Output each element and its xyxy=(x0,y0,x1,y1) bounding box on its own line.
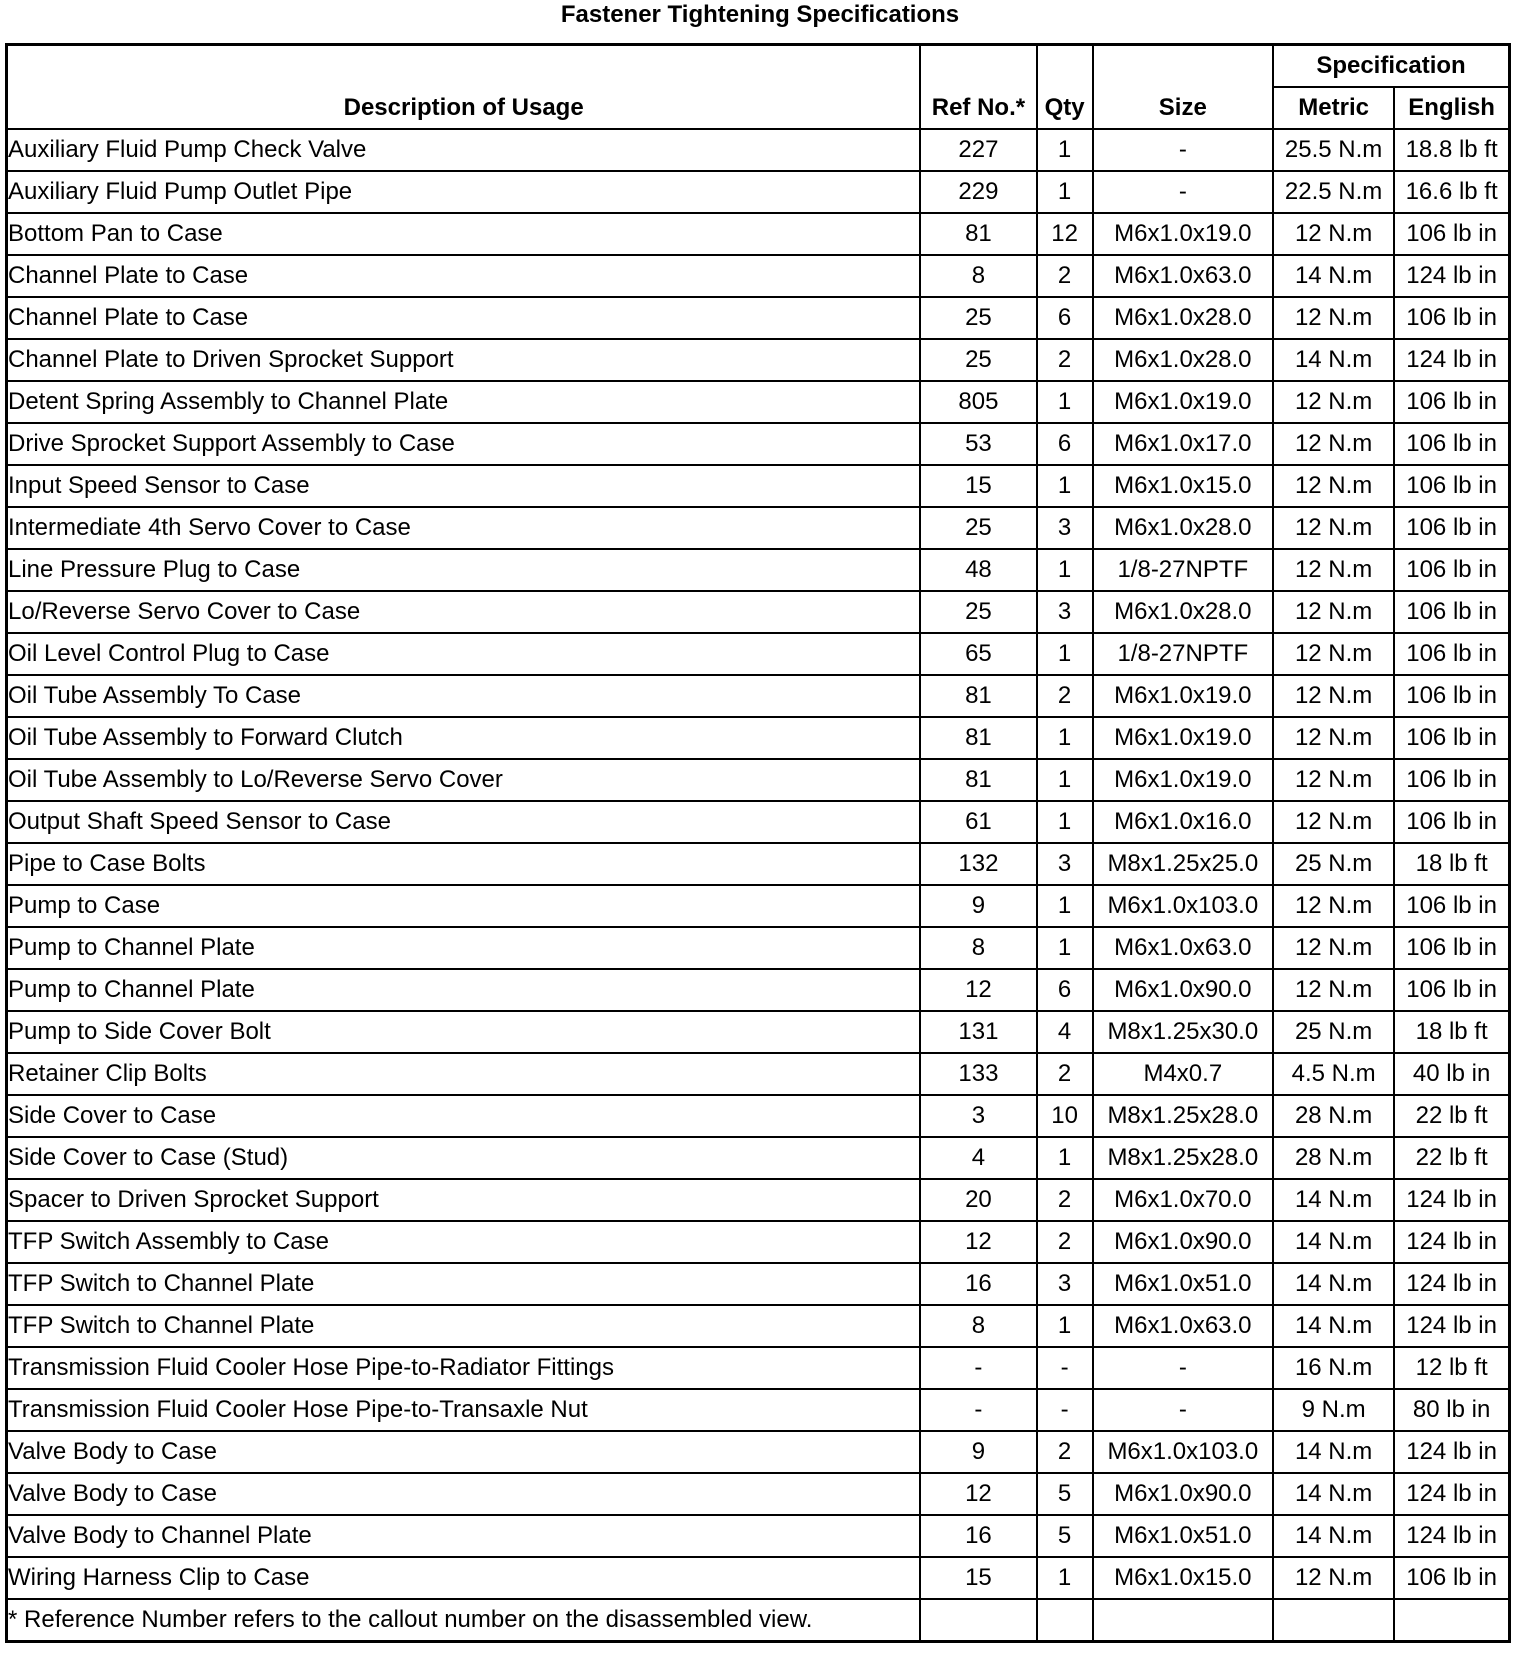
qty-cell: 2 xyxy=(1037,1221,1093,1263)
table-row xyxy=(7,507,1510,549)
qty-cell: 6 xyxy=(1037,969,1093,1011)
metric-cell: 9 N.m xyxy=(1273,1389,1394,1431)
size-cell: - xyxy=(1093,1347,1273,1389)
english-cell: 124 lb in xyxy=(1394,1263,1509,1305)
metric-cell: 12 N.m xyxy=(1273,549,1394,591)
description-cell: Oil Level Control Plug to Case xyxy=(7,633,921,675)
metric-cell: 14 N.m xyxy=(1273,1263,1394,1305)
ref-no-cell: 9 xyxy=(920,1431,1036,1473)
size-cell: M6x1.0x28.0 xyxy=(1093,507,1273,549)
table-row xyxy=(7,1095,1510,1137)
size-cell: M6x1.0x16.0 xyxy=(1093,801,1273,843)
qty-cell: 1 xyxy=(1037,1137,1093,1179)
size-cell: M6x1.0x19.0 xyxy=(1093,675,1273,717)
size-cell: M6x1.0x19.0 xyxy=(1093,213,1273,255)
footnote-empty-cell xyxy=(1037,1599,1093,1642)
ref-no-cell: - xyxy=(920,1389,1036,1431)
table-row xyxy=(7,297,1510,339)
table-row xyxy=(7,843,1510,885)
description-cell: Valve Body to Channel Plate xyxy=(7,1515,921,1557)
description-cell: Pump to Channel Plate xyxy=(7,927,921,969)
ref-no-cell: 12 xyxy=(920,1221,1036,1263)
metric-cell: 12 N.m xyxy=(1273,465,1394,507)
english-cell: 106 lb in xyxy=(1394,1557,1509,1599)
ref-no-cell: 25 xyxy=(920,297,1036,339)
header-english: English xyxy=(1394,87,1509,129)
table-row xyxy=(7,1263,1510,1305)
ref-no-cell: - xyxy=(920,1347,1036,1389)
qty-cell: 1 xyxy=(1037,171,1093,213)
english-cell: 124 lb in xyxy=(1394,339,1509,381)
metric-cell: 22.5 N.m xyxy=(1273,171,1394,213)
description-cell: Line Pressure Plug to Case xyxy=(7,549,921,591)
english-cell: 40 lb in xyxy=(1394,1053,1509,1095)
metric-cell: 28 N.m xyxy=(1273,1137,1394,1179)
qty-cell: 1 xyxy=(1037,381,1093,423)
size-cell: M6x1.0x63.0 xyxy=(1093,255,1273,297)
description-cell: Detent Spring Assembly to Channel Plate xyxy=(7,381,921,423)
description-cell: Side Cover to Case xyxy=(7,1095,921,1137)
table-footer xyxy=(7,1599,1510,1642)
size-cell: M6x1.0x51.0 xyxy=(1093,1263,1273,1305)
description-cell: Lo/Reverse Servo Cover to Case xyxy=(7,591,921,633)
description-cell: Channel Plate to Case xyxy=(7,297,921,339)
qty-cell: 3 xyxy=(1037,507,1093,549)
metric-cell: 14 N.m xyxy=(1273,1473,1394,1515)
qty-cell: 3 xyxy=(1037,591,1093,633)
table-row xyxy=(7,1011,1510,1053)
header-row-1 xyxy=(7,45,1510,88)
ref-no-cell: 132 xyxy=(920,843,1036,885)
description-cell: Oil Tube Assembly To Case xyxy=(7,675,921,717)
qty-cell: 10 xyxy=(1037,1095,1093,1137)
english-cell: 22 lb ft xyxy=(1394,1095,1509,1137)
metric-cell: 16 N.m xyxy=(1273,1347,1394,1389)
qty-cell: 2 xyxy=(1037,1431,1093,1473)
english-cell: 124 lb in xyxy=(1394,1305,1509,1347)
size-cell: M6x1.0x103.0 xyxy=(1093,885,1273,927)
description-cell: TFP Switch to Channel Plate xyxy=(7,1305,921,1347)
ref-no-cell: 133 xyxy=(920,1053,1036,1095)
size-cell: M6x1.0x51.0 xyxy=(1093,1515,1273,1557)
english-cell: 106 lb in xyxy=(1394,213,1509,255)
table-row xyxy=(7,1557,1510,1599)
table-row xyxy=(7,1305,1510,1347)
metric-cell: 14 N.m xyxy=(1273,339,1394,381)
spec-table xyxy=(5,43,1511,1643)
english-cell: 124 lb in xyxy=(1394,1431,1509,1473)
ref-no-cell: 25 xyxy=(920,339,1036,381)
table-row xyxy=(7,591,1510,633)
qty-cell: 6 xyxy=(1037,423,1093,465)
description-cell: Side Cover to Case (Stud) xyxy=(7,1137,921,1179)
size-cell: M4x0.7 xyxy=(1093,1053,1273,1095)
qty-cell: 12 xyxy=(1037,213,1093,255)
table-row xyxy=(7,339,1510,381)
ref-no-cell: 53 xyxy=(920,423,1036,465)
ref-no-cell: 3 xyxy=(920,1095,1036,1137)
table-row xyxy=(7,675,1510,717)
size-cell: - xyxy=(1093,1389,1273,1431)
size-cell: M6x1.0x90.0 xyxy=(1093,1221,1273,1263)
qty-cell: 1 xyxy=(1037,129,1093,171)
size-cell: M6x1.0x19.0 xyxy=(1093,381,1273,423)
size-cell: M6x1.0x63.0 xyxy=(1093,1305,1273,1347)
description-cell: Retainer Clip Bolts xyxy=(7,1053,921,1095)
english-cell: 18 lb ft xyxy=(1394,843,1509,885)
ref-no-cell: 25 xyxy=(920,591,1036,633)
qty-cell: 5 xyxy=(1037,1473,1093,1515)
metric-cell: 12 N.m xyxy=(1273,507,1394,549)
metric-cell: 28 N.m xyxy=(1273,1095,1394,1137)
table-row xyxy=(7,1221,1510,1263)
description-cell: Input Speed Sensor to Case xyxy=(7,465,921,507)
table-row xyxy=(7,1515,1510,1557)
description-cell: Intermediate 4th Servo Cover to Case xyxy=(7,507,921,549)
ref-no-cell: 25 xyxy=(920,507,1036,549)
size-cell: M8x1.25x28.0 xyxy=(1093,1137,1273,1179)
size-cell: M8x1.25x28.0 xyxy=(1093,1095,1273,1137)
footnote: * Reference Number refers to the callout number on the disassembled view. xyxy=(7,1599,921,1642)
english-cell: 106 lb in xyxy=(1394,969,1509,1011)
size-cell: 1/8-27NPTF xyxy=(1093,633,1273,675)
description-cell: TFP Switch Assembly to Case xyxy=(7,1221,921,1263)
ref-no-cell: 4 xyxy=(920,1137,1036,1179)
description-cell: Valve Body to Case xyxy=(7,1473,921,1515)
metric-cell: 12 N.m xyxy=(1273,801,1394,843)
english-cell: 124 lb in xyxy=(1394,1221,1509,1263)
description-cell: TFP Switch to Channel Plate xyxy=(7,1263,921,1305)
description-cell: Transmission Fluid Cooler Hose Pipe-to-Transaxle Nut xyxy=(7,1389,921,1431)
metric-cell: 25.5 N.m xyxy=(1273,129,1394,171)
description-cell: Bottom Pan to Case xyxy=(7,213,921,255)
size-cell: - xyxy=(1093,171,1273,213)
qty-cell: 5 xyxy=(1037,1515,1093,1557)
english-cell: 106 lb in xyxy=(1394,633,1509,675)
ref-no-cell: 65 xyxy=(920,633,1036,675)
english-cell: 106 lb in xyxy=(1394,759,1509,801)
description-cell: Output Shaft Speed Sensor to Case xyxy=(7,801,921,843)
english-cell: 106 lb in xyxy=(1394,423,1509,465)
description-cell: Drive Sprocket Support Assembly to Case xyxy=(7,423,921,465)
metric-cell: 12 N.m xyxy=(1273,591,1394,633)
english-cell: 106 lb in xyxy=(1394,927,1509,969)
table-row xyxy=(7,633,1510,675)
table-row xyxy=(7,423,1510,465)
header-size: Size xyxy=(1093,45,1273,130)
metric-cell: 14 N.m xyxy=(1273,255,1394,297)
description-cell: Channel Plate to Driven Sprocket Support xyxy=(7,339,921,381)
ref-no-cell: 8 xyxy=(920,1305,1036,1347)
table-row xyxy=(7,465,1510,507)
description-cell: Pump to Case xyxy=(7,885,921,927)
metric-cell: 12 N.m xyxy=(1273,633,1394,675)
qty-cell: 2 xyxy=(1037,339,1093,381)
metric-cell: 14 N.m xyxy=(1273,1305,1394,1347)
english-cell: 12 lb ft xyxy=(1394,1347,1509,1389)
english-cell: 16.6 lb ft xyxy=(1394,171,1509,213)
table-row xyxy=(7,759,1510,801)
english-cell: 124 lb in xyxy=(1394,1515,1509,1557)
metric-cell: 12 N.m xyxy=(1273,885,1394,927)
metric-cell: 25 N.m xyxy=(1273,843,1394,885)
size-cell: M6x1.0x90.0 xyxy=(1093,969,1273,1011)
english-cell: 106 lb in xyxy=(1394,549,1509,591)
size-cell: M6x1.0x103.0 xyxy=(1093,1431,1273,1473)
table-row xyxy=(7,1347,1510,1389)
ref-no-cell: 81 xyxy=(920,759,1036,801)
qty-cell: 2 xyxy=(1037,255,1093,297)
english-cell: 124 lb in xyxy=(1394,1473,1509,1515)
header-ref-no: Ref No.* xyxy=(920,45,1036,130)
english-cell: 106 lb in xyxy=(1394,507,1509,549)
metric-cell: 12 N.m xyxy=(1273,1557,1394,1599)
footnote-empty-cell xyxy=(1093,1599,1273,1642)
page-title: Fastener Tightening Specifications xyxy=(560,1,960,28)
header-description: Description of Usage xyxy=(7,45,921,130)
table-body xyxy=(7,129,1510,1599)
metric-cell: 12 N.m xyxy=(1273,423,1394,465)
ref-no-cell: 61 xyxy=(920,801,1036,843)
size-cell: M8x1.25x25.0 xyxy=(1093,843,1273,885)
metric-cell: 12 N.m xyxy=(1273,717,1394,759)
qty-cell: 1 xyxy=(1037,465,1093,507)
size-cell: M6x1.0x63.0 xyxy=(1093,927,1273,969)
metric-cell: 12 N.m xyxy=(1273,675,1394,717)
english-cell: 124 lb in xyxy=(1394,1179,1509,1221)
header-specification: Specification xyxy=(1273,45,1510,88)
qty-cell: 2 xyxy=(1037,1179,1093,1221)
table-row xyxy=(7,129,1510,171)
english-cell: 106 lb in xyxy=(1394,801,1509,843)
table-row xyxy=(7,171,1510,213)
qty-cell: 3 xyxy=(1037,843,1093,885)
description-cell: Pipe to Case Bolts xyxy=(7,843,921,885)
ref-no-cell: 81 xyxy=(920,717,1036,759)
ref-no-cell: 8 xyxy=(920,927,1036,969)
ref-no-cell: 229 xyxy=(920,171,1036,213)
ref-no-cell: 81 xyxy=(920,675,1036,717)
size-cell: - xyxy=(1093,129,1273,171)
table-header xyxy=(7,45,1510,130)
size-cell: M6x1.0x15.0 xyxy=(1093,465,1273,507)
size-cell: M6x1.0x17.0 xyxy=(1093,423,1273,465)
english-cell: 124 lb in xyxy=(1394,255,1509,297)
description-cell: Auxiliary Fluid Pump Check Valve xyxy=(7,129,921,171)
ref-no-cell: 227 xyxy=(920,129,1036,171)
description-cell: Oil Tube Assembly to Lo/Reverse Servo Cover xyxy=(7,759,921,801)
metric-cell: 14 N.m xyxy=(1273,1515,1394,1557)
qty-cell: 1 xyxy=(1037,717,1093,759)
metric-cell: 12 N.m xyxy=(1273,297,1394,339)
footnote-row xyxy=(7,1599,1510,1642)
footnote-empty-cell xyxy=(920,1599,1036,1642)
size-cell: M6x1.0x28.0 xyxy=(1093,591,1273,633)
table-row xyxy=(7,1473,1510,1515)
size-cell: M6x1.0x19.0 xyxy=(1093,759,1273,801)
english-cell: 106 lb in xyxy=(1394,885,1509,927)
size-cell: M8x1.25x30.0 xyxy=(1093,1011,1273,1053)
english-cell: 18 lb ft xyxy=(1394,1011,1509,1053)
english-cell: 106 lb in xyxy=(1394,717,1509,759)
english-cell: 106 lb in xyxy=(1394,381,1509,423)
english-cell: 106 lb in xyxy=(1394,297,1509,339)
ref-no-cell: 131 xyxy=(920,1011,1036,1053)
table-row xyxy=(7,717,1510,759)
qty-cell: 1 xyxy=(1037,1305,1093,1347)
ref-no-cell: 15 xyxy=(920,465,1036,507)
table-row xyxy=(7,549,1510,591)
qty-cell: 4 xyxy=(1037,1011,1093,1053)
ref-no-cell: 20 xyxy=(920,1179,1036,1221)
table-row xyxy=(7,1179,1510,1221)
qty-cell: 1 xyxy=(1037,549,1093,591)
description-cell: Spacer to Driven Sprocket Support xyxy=(7,1179,921,1221)
qty-cell: 6 xyxy=(1037,297,1093,339)
description-cell: Auxiliary Fluid Pump Outlet Pipe xyxy=(7,171,921,213)
qty-cell: 1 xyxy=(1037,927,1093,969)
size-cell: M6x1.0x19.0 xyxy=(1093,717,1273,759)
table-row xyxy=(7,381,1510,423)
english-cell: 18.8 lb ft xyxy=(1394,129,1509,171)
ref-no-cell: 16 xyxy=(920,1515,1036,1557)
description-cell: Pump to Side Cover Bolt xyxy=(7,1011,921,1053)
ref-no-cell: 8 xyxy=(920,255,1036,297)
metric-cell: 12 N.m xyxy=(1273,381,1394,423)
english-cell: 106 lb in xyxy=(1394,591,1509,633)
table-row xyxy=(7,1431,1510,1473)
qty-cell: 1 xyxy=(1037,633,1093,675)
qty-cell: 1 xyxy=(1037,759,1093,801)
size-cell: M6x1.0x70.0 xyxy=(1093,1179,1273,1221)
metric-cell: 25 N.m xyxy=(1273,1011,1394,1053)
qty-cell: 2 xyxy=(1037,675,1093,717)
ref-no-cell: 15 xyxy=(920,1557,1036,1599)
metric-cell: 14 N.m xyxy=(1273,1431,1394,1473)
metric-cell: 4.5 N.m xyxy=(1273,1053,1394,1095)
ref-no-cell: 81 xyxy=(920,213,1036,255)
metric-cell: 12 N.m xyxy=(1273,927,1394,969)
description-cell: Pump to Channel Plate xyxy=(7,969,921,1011)
ref-no-cell: 48 xyxy=(920,549,1036,591)
metric-cell: 12 N.m xyxy=(1273,213,1394,255)
english-cell: 106 lb in xyxy=(1394,675,1509,717)
size-cell: 1/8-27NPTF xyxy=(1093,549,1273,591)
qty-cell: 1 xyxy=(1037,1557,1093,1599)
table-row xyxy=(7,255,1510,297)
ref-no-cell: 16 xyxy=(920,1263,1036,1305)
description-cell: Transmission Fluid Cooler Hose Pipe-to-Radiator Fittings xyxy=(7,1347,921,1389)
ref-no-cell: 805 xyxy=(920,381,1036,423)
english-cell: 106 lb in xyxy=(1394,465,1509,507)
description-cell: Oil Tube Assembly to Forward Clutch xyxy=(7,717,921,759)
qty-cell: 3 xyxy=(1037,1263,1093,1305)
table-row xyxy=(7,1389,1510,1431)
table-row xyxy=(7,885,1510,927)
metric-cell: 14 N.m xyxy=(1273,1179,1394,1221)
table-row xyxy=(7,1137,1510,1179)
ref-no-cell: 12 xyxy=(920,969,1036,1011)
size-cell: M6x1.0x28.0 xyxy=(1093,297,1273,339)
header-metric: Metric xyxy=(1273,87,1394,129)
qty-cell: 1 xyxy=(1037,801,1093,843)
table-row xyxy=(7,969,1510,1011)
description-cell: Channel Plate to Case xyxy=(7,255,921,297)
ref-no-cell: 9 xyxy=(920,885,1036,927)
ref-no-cell: 12 xyxy=(920,1473,1036,1515)
qty-cell: - xyxy=(1037,1389,1093,1431)
qty-cell: 2 xyxy=(1037,1053,1093,1095)
english-cell: 22 lb ft xyxy=(1394,1137,1509,1179)
footnote-empty-cell xyxy=(1394,1599,1509,1642)
size-cell: M6x1.0x15.0 xyxy=(1093,1557,1273,1599)
size-cell: M6x1.0x28.0 xyxy=(1093,339,1273,381)
qty-cell: 1 xyxy=(1037,885,1093,927)
metric-cell: 12 N.m xyxy=(1273,969,1394,1011)
metric-cell: 12 N.m xyxy=(1273,759,1394,801)
metric-cell: 14 N.m xyxy=(1273,1221,1394,1263)
table-row xyxy=(7,927,1510,969)
description-cell: Wiring Harness Clip to Case xyxy=(7,1557,921,1599)
header-qty: Qty xyxy=(1037,45,1093,130)
english-cell: 80 lb in xyxy=(1394,1389,1509,1431)
description-cell: Valve Body to Case xyxy=(7,1431,921,1473)
table-row xyxy=(7,1053,1510,1095)
footnote-empty-cell xyxy=(1273,1599,1394,1642)
table-row xyxy=(7,801,1510,843)
size-cell: M6x1.0x90.0 xyxy=(1093,1473,1273,1515)
qty-cell: - xyxy=(1037,1347,1093,1389)
table-row xyxy=(7,213,1510,255)
